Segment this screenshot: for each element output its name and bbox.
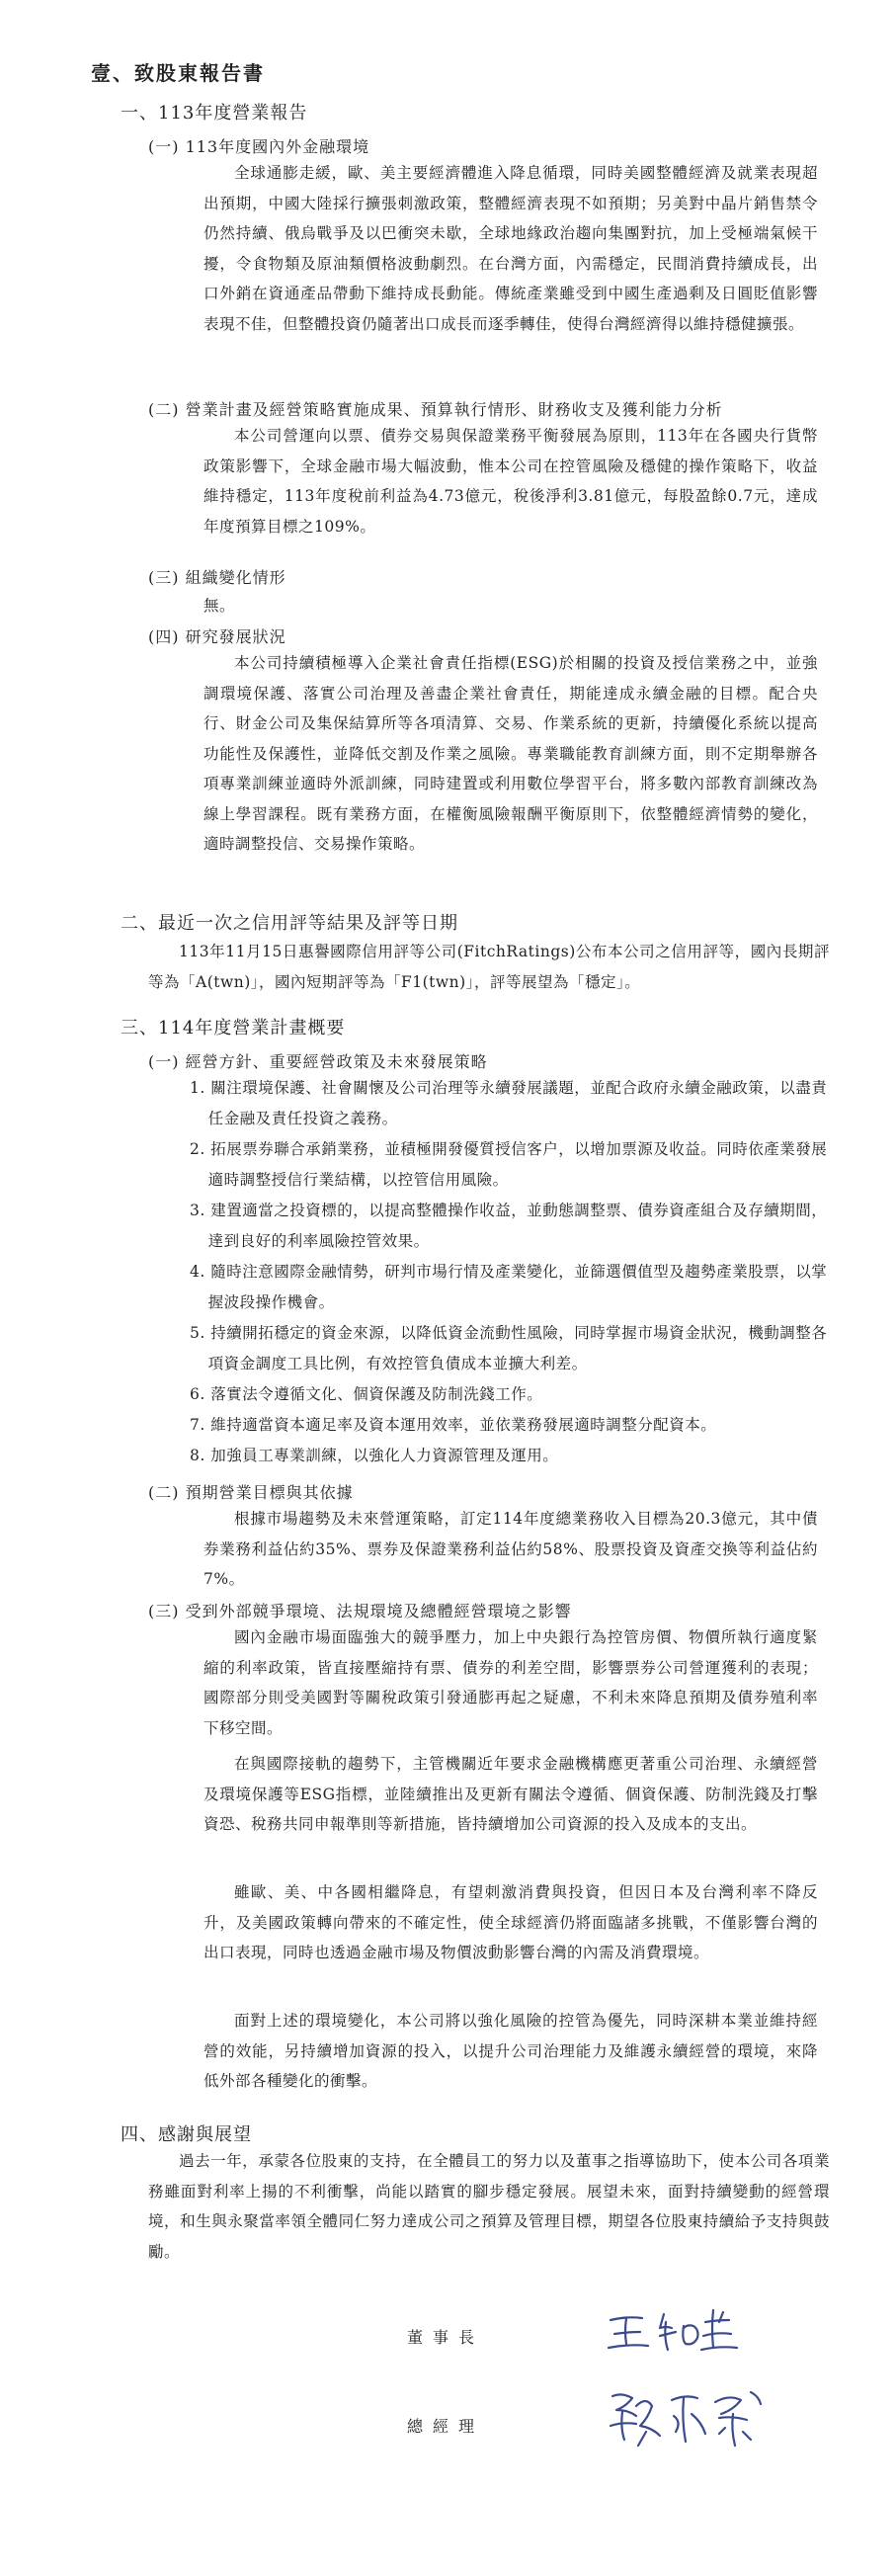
section-1-3-heading: (三) 組織變化情形 [148, 568, 286, 587]
section-3-3-heading: (三) 受到外部競爭環境、法規環境及總體經營環境之影響 [148, 1602, 572, 1620]
section-4-body: 過去一年，承蒙各位股東的支持，在全體員工的努力以及董事之指導協助下，使本公司各項業務雖面對利率上揚的不利衝擊，尚能以踏實的腳步穩定發展。展望未來，面對持續變動的經營環境，和生與永聚當率領全體同仁努力達成公司之預算及管理目標，期望各位股東持續給予支持與鼓勵。 [148, 2152, 830, 2261]
strategy-item-4: 4. 隨時注意國際金融情勢，研判市場行情及產業變化，並篩選價值型及趨勢產業股票，以掌握波段操作機會。 [190, 1263, 828, 1311]
chairman-label: 董事長 [407, 2328, 485, 2347]
section-2-heading: 二、最近一次之信用評等結果及評等日期 [121, 913, 458, 934]
strategy-item-7: 7. 維持適當資本適足率及資本運用效率，並依業務發展適時調整分配資本。 [190, 1416, 717, 1434]
strategy-item-2: 2. 拓展票券聯合承銷業務，並積極開發優質授信客户，以增加票源及收益。同時依產業發展適時調整授信行業結構，以控管信用風險。 [190, 1140, 828, 1189]
section-3-3-para-1: 國內金融市場面臨強大的競爭壓力，加上中央銀行為控管房價、物價所執行適度緊縮的利率政策，皆直接壓縮持有票、債券的利差空間，影響票券公司營運獲利的表現；國際部分則受美國對等關稅政策引發通膨再起之疑慮，不利未來降息預期及債券殖利率下移空間。 [204, 1628, 818, 1737]
strategy-item-5: 5. 持續開拓穩定的資金來源，以降低資金流動性風險，同時掌握市場資金狀況，機動調整各項資金調度工具比例，有效控管負債成本並擴大利差。 [190, 1324, 828, 1372]
strategy-item-8: 8. 加強員工專業訓練，以強化人力資源管理及運用。 [190, 1447, 559, 1464]
strategy-item-6: 6. 落實法令遵循文化、個資保護及防制洗錢工作。 [190, 1385, 543, 1403]
general-manager-signature [603, 2376, 771, 2459]
section-3-3-para-3: 雖歐、美、中各國相繼降息，有望刺激消費與投資，但因日本及台灣利率不降反升，及美國政策轉向帶來的不確定性，使全球經濟仍將面臨諸多挑戰，不僅影響台灣的出口表現，同時也透過金融市場及物價波動影響台灣的內需及消費環境。 [204, 1883, 818, 1961]
section-3-1-heading: (一) 經營方針、重要經營政策及未來發展策略 [148, 1052, 488, 1071]
general-manager-label: 總經理 [407, 2417, 485, 2436]
section-1-1-body: 全球通膨走緩，歐、美主要經濟體進入降息循環，同時美國整體經濟及就業表現超出預期，中國大陸採行擴張刺激政策，整體經濟表現不如預期；另美對中晶片銷售禁令仍然持續、俄烏戰爭及以巴衝突未歇，全球地緣政治趨向集團對抗，加上受極端氣候干擾，令食物類及原油類價格波動劇烈。在台灣方面，內需穩定，民間消費持續成長，出口外銷在資通產品帶動下維持成長動能。傳統產業雖受到中國生產過剩及日圓貶值影響表現不佳，但整體投資仍隨著出口成長而逐季轉佳，使得台灣經濟得以維持穩健擴張。 [204, 164, 818, 333]
section-1-2-body: 本公司營運向以票、債券交易與保證業務平衡發展為原則，113年在各國央行貨幣政策影響下，全球金融市場大幅波動，惟本公司在控管風險及穩健的操作策略下，收益維持穩定，113年度稅前利益為4.73億元，稅後淨利3.81億元，每股盈餘0.7元，達成年度預算目標之109%。 [204, 427, 818, 536]
section-4-heading: 四、感謝與展望 [121, 2124, 252, 2145]
section-3-3-para-2: 在與國際接軌的趨勢下，主管機關近年要求金融機構應更著重公司治理、永續經營及環境保護等ESG指標，並陸續推出及更新有關法令遵循、個資保護、防制洗錢及打擊資恐、稅務共同申報準則等新措施，皆持續增加公司資源的投入及成本的支出。 [204, 1755, 818, 1833]
strategy-item-1: 1. 關注環境保護、社會關懷及公司治理等永續發展議題，並配合政府永續金融政策，以盡責任金融及責任投資之義務。 [190, 1079, 828, 1127]
document-title: 壹、致股東報告書 [91, 61, 265, 85]
section-1-1-heading: (一) 113年度國內外金融環境 [148, 137, 370, 156]
section-3-heading: 三、114年度營業計畫概要 [121, 1018, 346, 1039]
section-3-3-para-4: 面對上述的環境變化，本公司將以強化風險的控管為優先，同時深耕本業並維持經營的效能，另持續增加資源的投入，以提升公司治理能力及維護永續經營的環境，來降低外部各種變化的衝擊。 [204, 2012, 818, 2090]
section-2-body: 113年11月15日惠譽國際信用評等公司(FitchRatings)公布本公司之信用評等，國內長期評等為「A(twn)」，國內短期評等為「F1(twn)」，評等展望為「穩定」。 [148, 943, 830, 991]
section-1-4-heading: (四) 研究發展狀況 [148, 627, 286, 646]
section-1-3-body: 無。 [204, 597, 236, 615]
section-1-heading: 一、113年度營業報告 [121, 103, 308, 124]
section-1-4-body: 本公司持續積極導入企業社會責任指標(ESG)於相關的投資及授信業務之中，並強調環境保護、落實公司治理及善盡企業社會責任，期能達成永續金融的目標。配合央行、財金公司及集保結算所等各項清算、交易、作業系統的更新，持續優化系統以提高功能性及保護性，並降低交割及作業之風險。專業職能教育訓練方面，則不定期舉辦各項專業訓練並適時外派訓練，同時建置或利用數位學習平台，將多數內部教育訓練改為線上學習課程。既有業務方面，在權衡風險報酬平衡原則下，依整體經濟情勢的變化，適時調整投信、交易操作策略。 [204, 654, 818, 853]
chairman-signature [603, 2292, 751, 2366]
strategy-item-3: 3. 建置適當之投資標的，以提高整體操作收益，並動態調整票、債券資產組合及存續期間，達到良好的利率風險控管效果。 [190, 1202, 828, 1250]
section-3-2-heading: (二) 預期營業目標與其依據 [148, 1483, 354, 1502]
section-1-2-heading: (二) 營業計畫及經營策略實施成果、預算執行情形、財務收支及獲利能力分析 [148, 400, 723, 419]
section-3-2-body: 根據市場趨勢及未來營運策略，訂定114年度總業務收入目標為20.3億元，其中債券業務利益佔約35%、票券及保證業務利益佔約58%、股票投資及資產交換等利益佔約7%。 [204, 1510, 818, 1588]
